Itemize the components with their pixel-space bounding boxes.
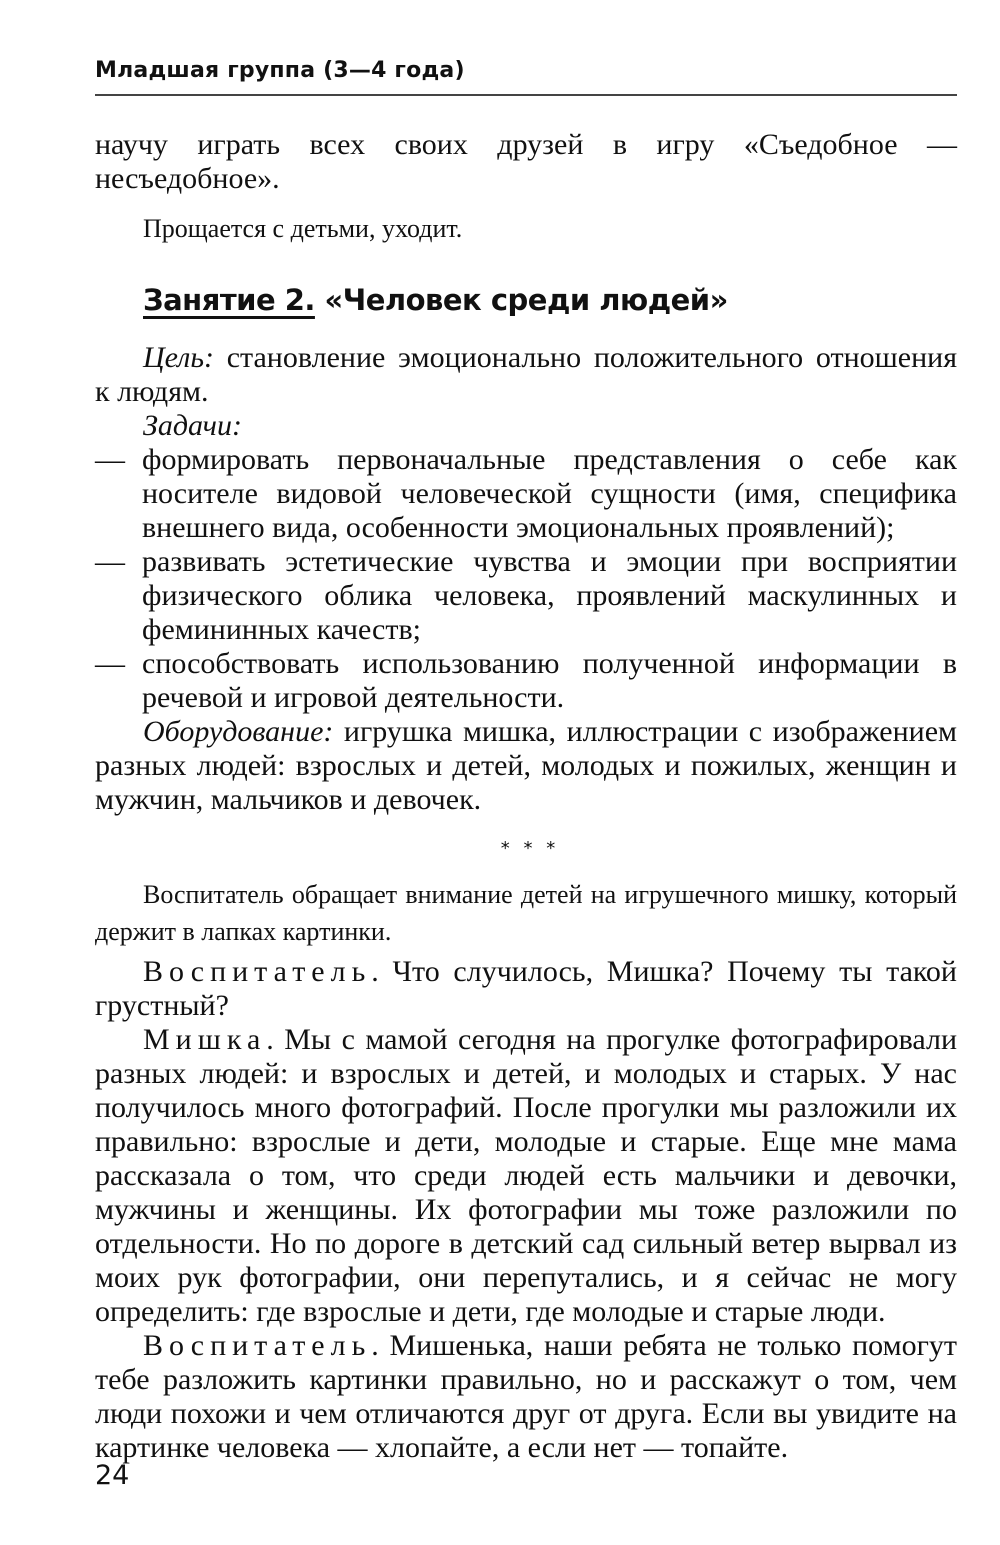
dialogue-text: . Мы с мамой сегодня на прогулке фотографировали разных людей: и взрослых и детей, и молодых и старых. У нас получилось много фотографий. После прогулки мы разложили их правильно: взрослые и дети, молодые и старые. Еще мне мама рассказала о том, что среди людей есть мальчики и девочки, мужчины и женщины. Их фотографии мы тоже разложили по отдельности. Но по дороге в детский сад сильный ветер вырвал из моих рук фотографии, они перепутались, и я сейчас не могу определить: где взрослые и дети, где молодые и старые люди. xyxy=(95,1023,957,1328)
lesson-title: «Человек среди людей» xyxy=(324,283,728,317)
task-dash: — xyxy=(95,647,125,680)
intro-farewell: Прощается с детьми, уходит. xyxy=(143,214,463,243)
running-head: Младшая группа (3—4 года) xyxy=(95,58,465,83)
lesson-body xyxy=(95,341,957,817)
task-item xyxy=(95,647,957,715)
equipment-text: игрушка мишка, иллюстрации с изображением разных людей: взрослых и детей, молодых и пожилых, женщин и мужчин, мальчиков и девочек. xyxy=(95,715,957,816)
goal-label: Цель: xyxy=(143,341,214,374)
dialogue xyxy=(95,955,957,1465)
goal-paragraph xyxy=(95,341,957,409)
header-rule xyxy=(95,94,957,96)
stage-direction: Воспитатель обращает внимание детей на игрушечного мишку, который держит в лапках картинки. xyxy=(95,880,957,946)
equipment-paragraph xyxy=(95,715,957,817)
speaker-name: Воспитатель xyxy=(143,1329,372,1362)
tasks-label: Задачи: xyxy=(143,409,242,442)
intro-continuation: научу играть всех своих друзей в игру «Съедобное — несъедобное». xyxy=(95,128,957,195)
dialogue-line xyxy=(95,1023,957,1329)
task-item xyxy=(95,443,957,545)
dialogue-line xyxy=(95,955,957,1023)
section-separator: * * * xyxy=(500,838,560,859)
task-text: формировать первоначальные представления о себе как носителе видовой человеческой сущности (имя, специфика внешнего вида, особенности эмоциональных проявлений); xyxy=(142,443,957,544)
equipment-label: Оборудование: xyxy=(143,715,334,748)
page-number: 24 xyxy=(95,1460,130,1491)
task-item xyxy=(95,545,957,647)
speaker-name: Мишка xyxy=(143,1023,267,1056)
dialogue-text: . Что случилось, Мишка? Почему ты такой грустный? xyxy=(95,955,957,1022)
task-text: развивать эстетические чувства и эмоции при восприятии физического облика человека, проявлений маскулинных и фемининных качеств; xyxy=(142,545,957,646)
lesson-heading xyxy=(143,283,728,317)
dialogue-text: . Мишенька, наши ребята не только помогут тебе разложить картинки правильно, но и расскажут о том, чем люди похожи и чем отличаются друг от друга. Если вы увидите на картинке человека — хлопайте, а если нет — топайте. xyxy=(95,1329,957,1464)
lesson-number: Занятие 2. xyxy=(143,283,315,317)
tasks-paragraph xyxy=(95,409,957,443)
task-text: способствовать использованию полученной информации в речевой и игровой деятельности. xyxy=(142,647,957,714)
task-dash: — xyxy=(95,545,125,578)
speaker-name: Воспитатель xyxy=(143,955,372,988)
dialogue-line xyxy=(95,1329,957,1465)
task-dash: — xyxy=(95,443,125,476)
goal-text: становление эмоционально положительного отношения к людям. xyxy=(95,341,957,408)
